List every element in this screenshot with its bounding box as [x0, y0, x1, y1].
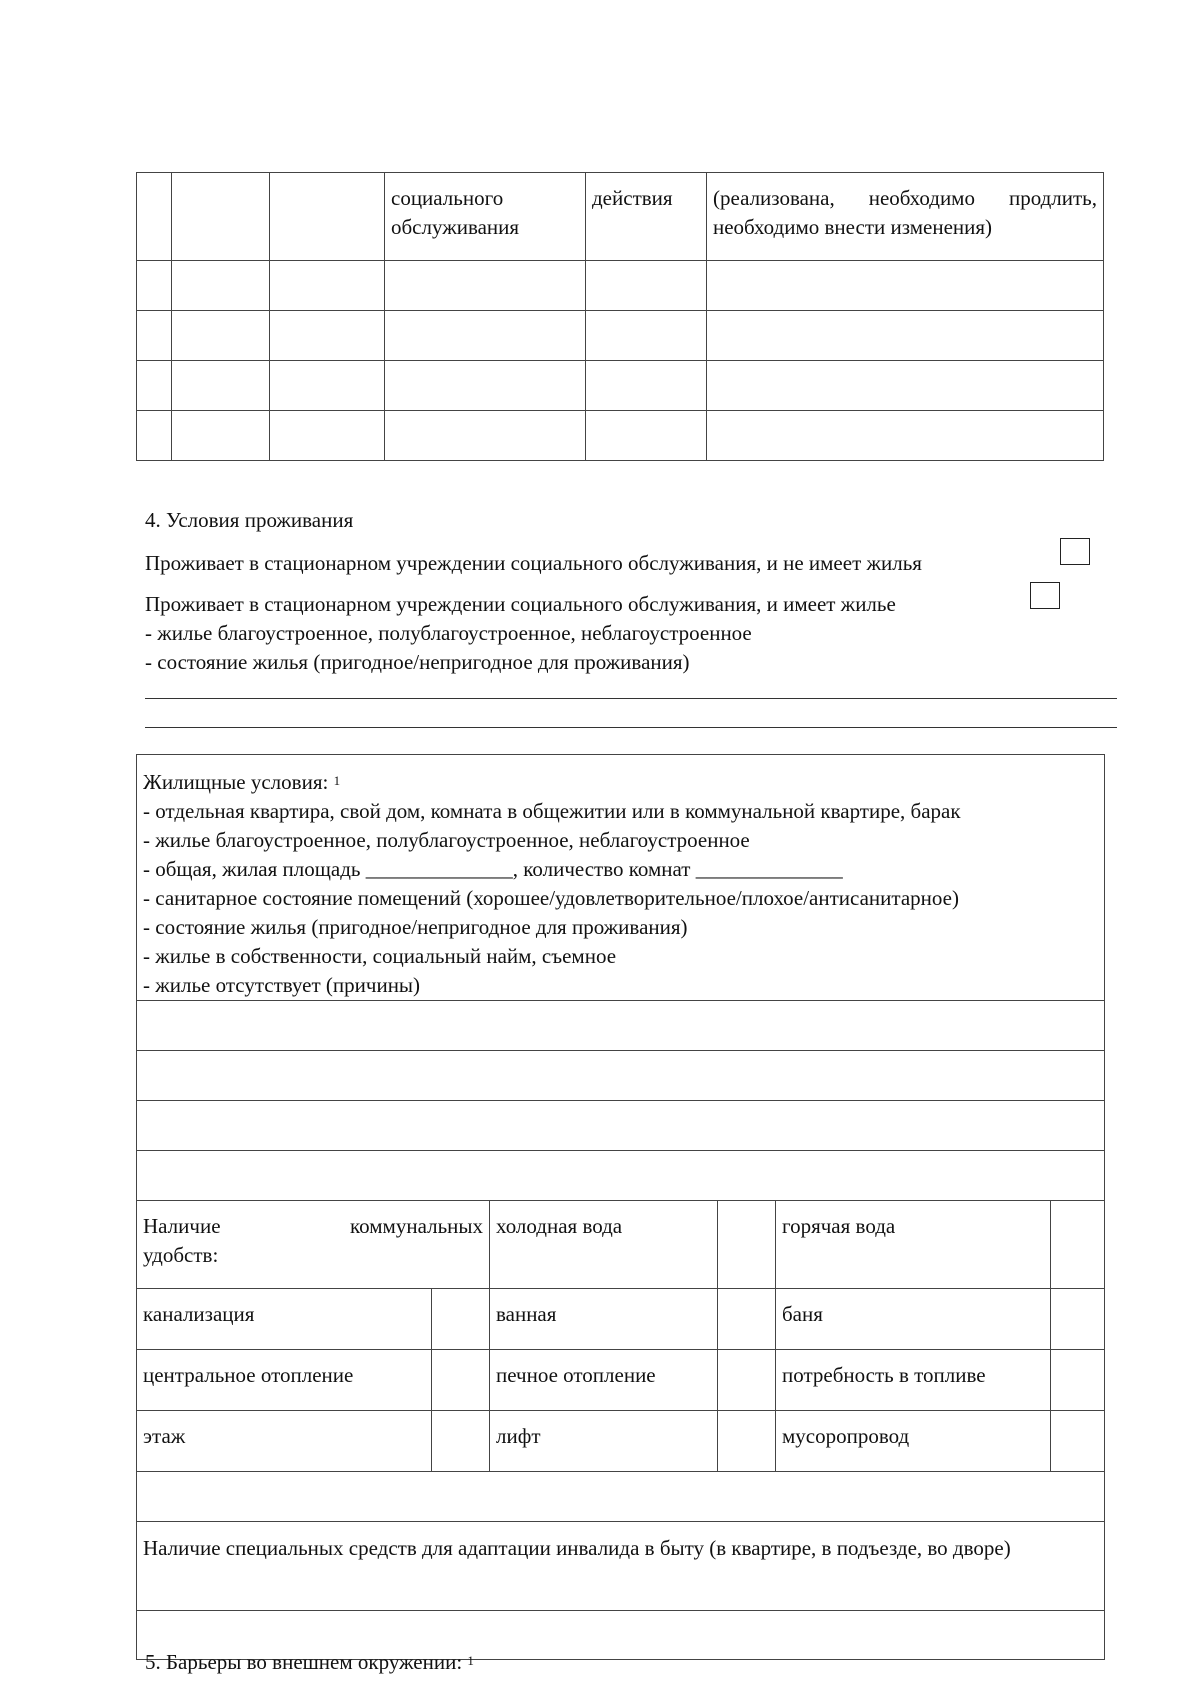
table-row	[137, 1151, 1105, 1201]
sewerage-label: канализация	[137, 1289, 432, 1350]
top-table	[136, 172, 1104, 461]
list-item: - отдельная квартира, свой дом, комната в общежитии или в коммунальной квартире, барак	[143, 799, 961, 823]
central-heating-value[interactable]	[432, 1350, 490, 1411]
central-heating-label: центральное отопление	[137, 1350, 432, 1411]
bath-label: ванная	[490, 1289, 718, 1350]
section-4-title: 4. Условия проживания	[145, 508, 354, 532]
section-5-title: 5. Барьеры во внешнем окружении: $^1$	[145, 1650, 474, 1674]
table-cell	[270, 173, 385, 261]
fuel-need-value[interactable]	[1051, 1350, 1105, 1411]
cold-water-label: холодная вода	[490, 1201, 718, 1289]
table-row	[137, 755, 1105, 1001]
housing-table	[136, 754, 1105, 1660]
table-row	[137, 1101, 1105, 1151]
header-cell-action: действия	[586, 173, 707, 261]
table-row	[137, 361, 1104, 411]
residence-no-housing-label: Проживает в стационарном учреждении социального обслуживания, и не имеет жилья	[145, 551, 922, 575]
elevator-label: лифт	[490, 1411, 718, 1472]
table-cell	[172, 173, 270, 261]
table-row	[137, 1201, 1105, 1289]
table-row	[137, 1522, 1105, 1611]
table-row	[137, 1472, 1105, 1522]
housing-state-line: - состояние жилья (пригодное/непригодное для проживания)	[145, 650, 690, 674]
list-item: - общая, жилая площадь ______________, количество комнат ______________	[143, 857, 843, 881]
fuel-need-label: потребность в топливе	[776, 1350, 1051, 1411]
table-row	[137, 1001, 1105, 1051]
table-row	[137, 1289, 1105, 1350]
housing-conditions-cell	[137, 755, 1105, 1001]
fill-line[interactable]	[145, 698, 1117, 699]
list-item: - состояние жилья (пригодное/непригодное для проживания)	[143, 915, 688, 939]
header-cell-status: (реализована, необходимо продлить, необходимо внести изменения)	[707, 173, 1104, 261]
list-item: - жилье в собственности, социальный найм, съемное	[143, 944, 617, 968]
floor-label: этаж	[137, 1411, 432, 1472]
cold-water-value[interactable]	[718, 1201, 776, 1289]
table-row	[137, 261, 1104, 311]
list-item: - санитарное состояние помещений (хорошее/удовлетворительное/плохое/антисанитарное)	[143, 886, 959, 910]
residence-no-housing-checkbox[interactable]	[1060, 538, 1090, 565]
table-row	[137, 1051, 1105, 1101]
footnote-marker: 1	[467, 1653, 474, 1668]
stove-heating-value[interactable]	[718, 1350, 776, 1411]
table-row	[137, 1350, 1105, 1411]
adaptation-means-label: Наличие специальных средств для адаптации инвалида в быту (в квартире, в подъезде, во дворе)	[137, 1522, 1105, 1611]
footnote-marker: 1	[333, 773, 341, 788]
garbage-chute-label: мусоропровод	[776, 1411, 1051, 1472]
table-row	[137, 173, 1104, 261]
residence-has-housing-checkbox[interactable]	[1030, 582, 1060, 609]
hot-water-value[interactable]	[1051, 1201, 1105, 1289]
sauna-label: баня	[776, 1289, 1051, 1350]
fill-line[interactable]	[145, 727, 1117, 728]
header-cell-service: социального обслуживания	[385, 173, 586, 261]
housing-conditions-title: Жилищные условия: $^1$	[143, 770, 341, 794]
sauna-value[interactable]	[1051, 1289, 1105, 1350]
table-row	[137, 311, 1104, 361]
hot-water-label: горячая вода	[776, 1201, 1051, 1289]
bath-value[interactable]	[718, 1289, 776, 1350]
list-item: - жилье благоустроенное, полублагоустроенное, неблагоустроенное	[143, 828, 750, 852]
elevator-value[interactable]	[718, 1411, 776, 1472]
list-item: - жилье отсутствует (причины)	[143, 973, 421, 997]
table-row	[137, 411, 1104, 461]
garbage-chute-value[interactable]	[1051, 1411, 1105, 1472]
residence-has-housing-label: Проживает в стационарном учреждении социального обслуживания, и имеет жилье	[145, 592, 896, 616]
table-cell	[137, 173, 172, 261]
floor-value[interactable]	[432, 1411, 490, 1472]
sewerage-value[interactable]	[432, 1289, 490, 1350]
housing-type-line: - жилье благоустроенное, полублагоустроенное, неблагоустроенное	[145, 621, 752, 645]
table-row	[137, 1411, 1105, 1472]
utilities-label: Наличие коммунальных удобств:	[137, 1201, 490, 1289]
stove-heating-label: печное отопление	[490, 1350, 718, 1411]
